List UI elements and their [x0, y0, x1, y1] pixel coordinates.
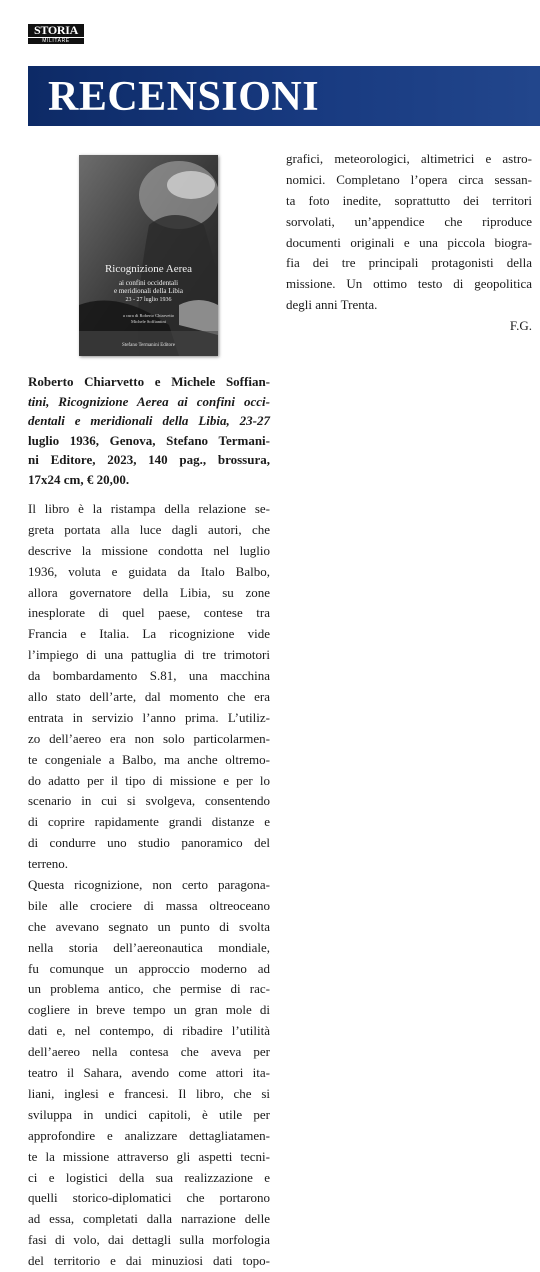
body-line: del territorio e dai minuziosi dati topo- — [28, 1253, 270, 1269]
reference-line: ni Editore, 2023, 140 pag., brossura, — [28, 452, 270, 468]
cover-dates: 23 - 27 luglio 1936 — [125, 297, 172, 303]
cover-publisher: Stefano Termanini Editore — [122, 343, 175, 348]
body-line: dati e, nel contempo, di ribadire l’utilità — [28, 1023, 270, 1039]
cover-authors-1: a cura di Roberto Chiarvetto — [122, 313, 175, 318]
body-line: cogliere in breve tempo un gran mole di — [28, 1002, 270, 1018]
body-line: di coprire rapidamente grandi distanze e — [28, 814, 270, 830]
body-line: che avevano segnato un punto di svolta — [28, 918, 270, 934]
cover-photo — [79, 155, 218, 356]
reference-line: tini, Ricognizione Aerea ai confini occi- — [28, 393, 270, 409]
logo-top-text: STORIA — [34, 23, 78, 37]
reference-line: luglio 1936, Genova, Stefano Termani- — [28, 432, 270, 448]
body-line: zo dell’aereo era non solo particolarmen- — [28, 730, 270, 746]
body-line: degli anni Trenta. — [286, 297, 378, 313]
body-line: te la missione attraverso gli aspetti tecni- — [28, 1148, 270, 1164]
body-line: scenario in cui si svolgeva, consentendo — [28, 793, 270, 809]
body-line: nella storia dell’aereonautica mondiale, — [28, 939, 270, 955]
cover-subtitle-1: ai confini occidentali — [118, 279, 179, 287]
body-line: te congeniale a Balbo, ma anche oltremo- — [28, 751, 270, 767]
body-line: descrive la missione condotta nel luglio — [28, 542, 270, 558]
body-line: do adatto per il tipo di missione e per lo — [28, 772, 270, 788]
section-banner — [28, 66, 540, 126]
reference-line: 17x24 cm, € 20,00. — [28, 471, 130, 487]
body-line: allo stato dell’arte, dal momento che era — [28, 689, 270, 705]
body-line: grafici, meteorologici, altimetrici e astro- — [286, 151, 532, 166]
body-line: quelli storico-diplomatici che portarono — [28, 1190, 270, 1206]
body-line: fasi di volo, dai dettagli sulla morfologia — [28, 1232, 270, 1248]
body-line: di condurre uno studio panoramico del — [28, 835, 270, 851]
book-cover-image — [79, 155, 218, 356]
body-line: terreno. — [28, 856, 69, 872]
review-body-right — [286, 149, 532, 337]
section-title: RECENSIONI — [48, 74, 320, 120]
logo-bottom-text: MILITARE — [28, 37, 84, 44]
body-line: inesplorate di quel paese, contese tra — [28, 605, 270, 621]
body-line: missione. Un ottimo testo di geopolitica — [286, 276, 532, 292]
body-line: teatro il Sahara, avendo come attori ita- — [28, 1065, 270, 1081]
body-line: Questa ricognizione, non certo paragona- — [28, 877, 270, 893]
body-line: fia dei tre principali protagonisti della — [286, 255, 532, 271]
body-line: sorvolati, un’appendice che riproduce — [286, 213, 532, 229]
body-line: 1936, voluta e guidata da Italo Balbo, — [28, 563, 270, 579]
magazine-logo — [28, 24, 84, 44]
body-line: fu comunque un approccio moderno ad — [28, 960, 270, 976]
body-line: Francia e Italia. La ricognizione vide — [28, 626, 270, 642]
body-line: ci e logistici della sua realizzazione e — [28, 1169, 270, 1185]
body-line: allora governatore della Libia, su zone — [28, 584, 270, 600]
body-line: liani, inglesi e francesi. Il libro, che si — [28, 1085, 270, 1101]
body-line: bile alle crociere di massa oltreoceano — [28, 897, 270, 913]
body-line: Il libro è la ristampa della relazione se- — [28, 501, 270, 516]
body-line: entrata in servizio l’anno prima. L’utiliz- — [28, 709, 270, 725]
reference-line: Roberto Chiarvetto e Michele Soffian- — [28, 374, 270, 389]
cover-subtitle-2: e meridionali della Libia — [113, 287, 183, 295]
book-reference — [28, 372, 270, 490]
body-line: da bombardamento S.81, una macchina — [28, 668, 270, 684]
body-line: approfondire e analizzare dettagliatamen- — [28, 1127, 270, 1143]
body-line: ad essa, completati dalla narrazione delle — [28, 1211, 270, 1227]
body-line: ta foto inedite, soprattutto dei territori — [286, 192, 532, 208]
body-line: sviluppa in undici capitoli, è utile per — [28, 1106, 270, 1122]
review-signature: F.G. — [509, 318, 532, 334]
review-body-left — [28, 499, 270, 1272]
reference-line: dentali e meridionali della Libia, 23-27 — [28, 413, 270, 429]
body-line: greta portata alla luce dagli autori, che — [28, 521, 270, 537]
body-line: dell’aereo nella contesa che aveva per — [28, 1044, 270, 1060]
cover-authors-2: Michele Soffiantini — [130, 319, 167, 324]
body-line: nomici. Completano l’opera circa sessan- — [286, 171, 532, 187]
body-line: documenti originali e una piccola biogra- — [286, 234, 532, 250]
body-line: un problema antico, che permise di rac- — [28, 981, 270, 997]
cover-title: Ricognizione Aerea — [104, 263, 193, 275]
body-line: l’impiego di una pattuglia di tre trimotori — [28, 647, 270, 663]
